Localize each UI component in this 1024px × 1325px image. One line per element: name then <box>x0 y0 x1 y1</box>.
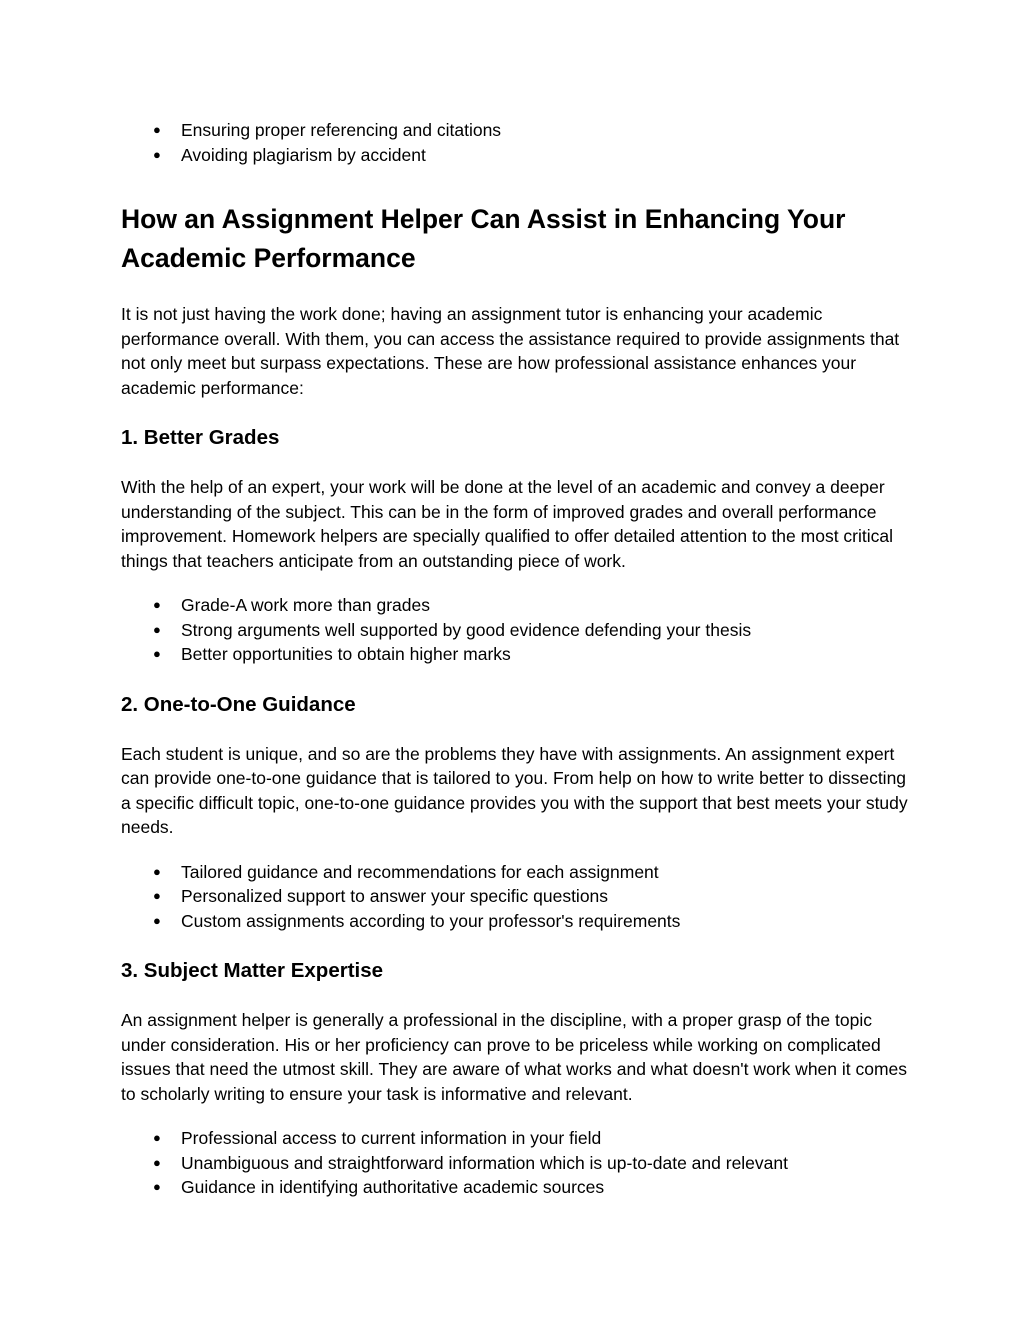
bullet-icon: ● <box>153 146 161 162</box>
list-item: ● Unambiguous and straightforward information which is up-to-date and relevant <box>121 1151 911 1176</box>
intro-paragraph: It is not just having the work done; having an assignment tutor is enhancing your academic performance overall. With them, you can access the assistance required to provide assignments that not only meet but surpass expectations. These are how professional assistance enhances your academic performance: <box>121 304 900 398</box>
list-item: ● Professional access to current information in your field <box>121 1126 911 1151</box>
bullet-icon: ● <box>153 646 161 661</box>
list-item: ● Strong arguments well supported by good evidence defending your thesis <box>121 618 911 643</box>
section-heading-one-to-one-guidance: 2. One-to-One Guidance <box>121 692 356 716</box>
bullet-icon: ● <box>153 597 161 612</box>
top-bullet-list <box>121 118 911 167</box>
section-paragraph-subject-matter-expertise: An assignment helper is generally a professional in the discipline, with a proper grasp of the topic under consideration. His or her proficiency can prove to be priceless while working on complicated issues that need the utmost skill. They are aware of what works and what doesn't work when it comes to scholarly writing to ensure your task is informative and relevant. <box>121 1010 908 1104</box>
bullet-icon: ● <box>153 1154 161 1170</box>
list-item: ● Personalized support to answer your specific questions <box>121 884 911 909</box>
list-item: ● Avoiding plagiarism by accident <box>121 143 911 168</box>
section-paragraph-one-to-one-guidance: Each student is unique, and so are the problems they have with assignments. An assignment expert can provide one-to-one guidance that is tailored to you. From help on how to write better to dissecting a specific difficult topic, one-to-one guidance provides you with the support that best meets your study needs. <box>121 743 908 837</box>
bullet-list-one-to-one-guidance <box>121 860 911 934</box>
bullet-list-subject-matter-expertise <box>121 1126 911 1200</box>
bullet-list-better-grades <box>121 593 911 667</box>
bullet-icon: ● <box>153 888 161 903</box>
bullet-icon: ● <box>153 1179 161 1194</box>
document-page <box>121 118 911 1200</box>
bullet-icon: ● <box>153 621 161 637</box>
list-item: ● Tailored guidance and recommendations for each assignment <box>121 860 911 885</box>
section-paragraph-better-grades: With the help of an expert, your work will be done at the level of an academic and convey a deeper understanding of the subject. This can be in the form of improved grades and overall performance improvement. Homework helpers are specially qualified to offer detailed attention to the most critical things that teachers anticipate from an outstanding piece of work. <box>121 477 893 571</box>
bullet-icon: ● <box>153 912 161 928</box>
bullet-icon: ● <box>153 1130 161 1145</box>
list-item: ● Ensuring proper referencing and citations <box>121 118 911 143</box>
list-item: ● Custom assignments according to your professor's requirements <box>121 909 911 934</box>
list-item: ● Grade-A work more than grades <box>121 593 911 618</box>
list-item: ● Guidance in identifying authoritative academic sources <box>121 1175 911 1200</box>
bullet-icon: ● <box>153 122 161 137</box>
main-heading: How an Assignment Helper Can Assist in Enhancing Your Academic Performance <box>121 204 846 273</box>
bullet-icon: ● <box>153 863 161 879</box>
section-heading-subject-matter-expertise: 3. Subject Matter Expertise <box>121 959 384 982</box>
section-heading-better-grades: 1. Better Grades <box>121 426 280 449</box>
list-item: ● Better opportunities to obtain higher marks <box>121 642 911 667</box>
